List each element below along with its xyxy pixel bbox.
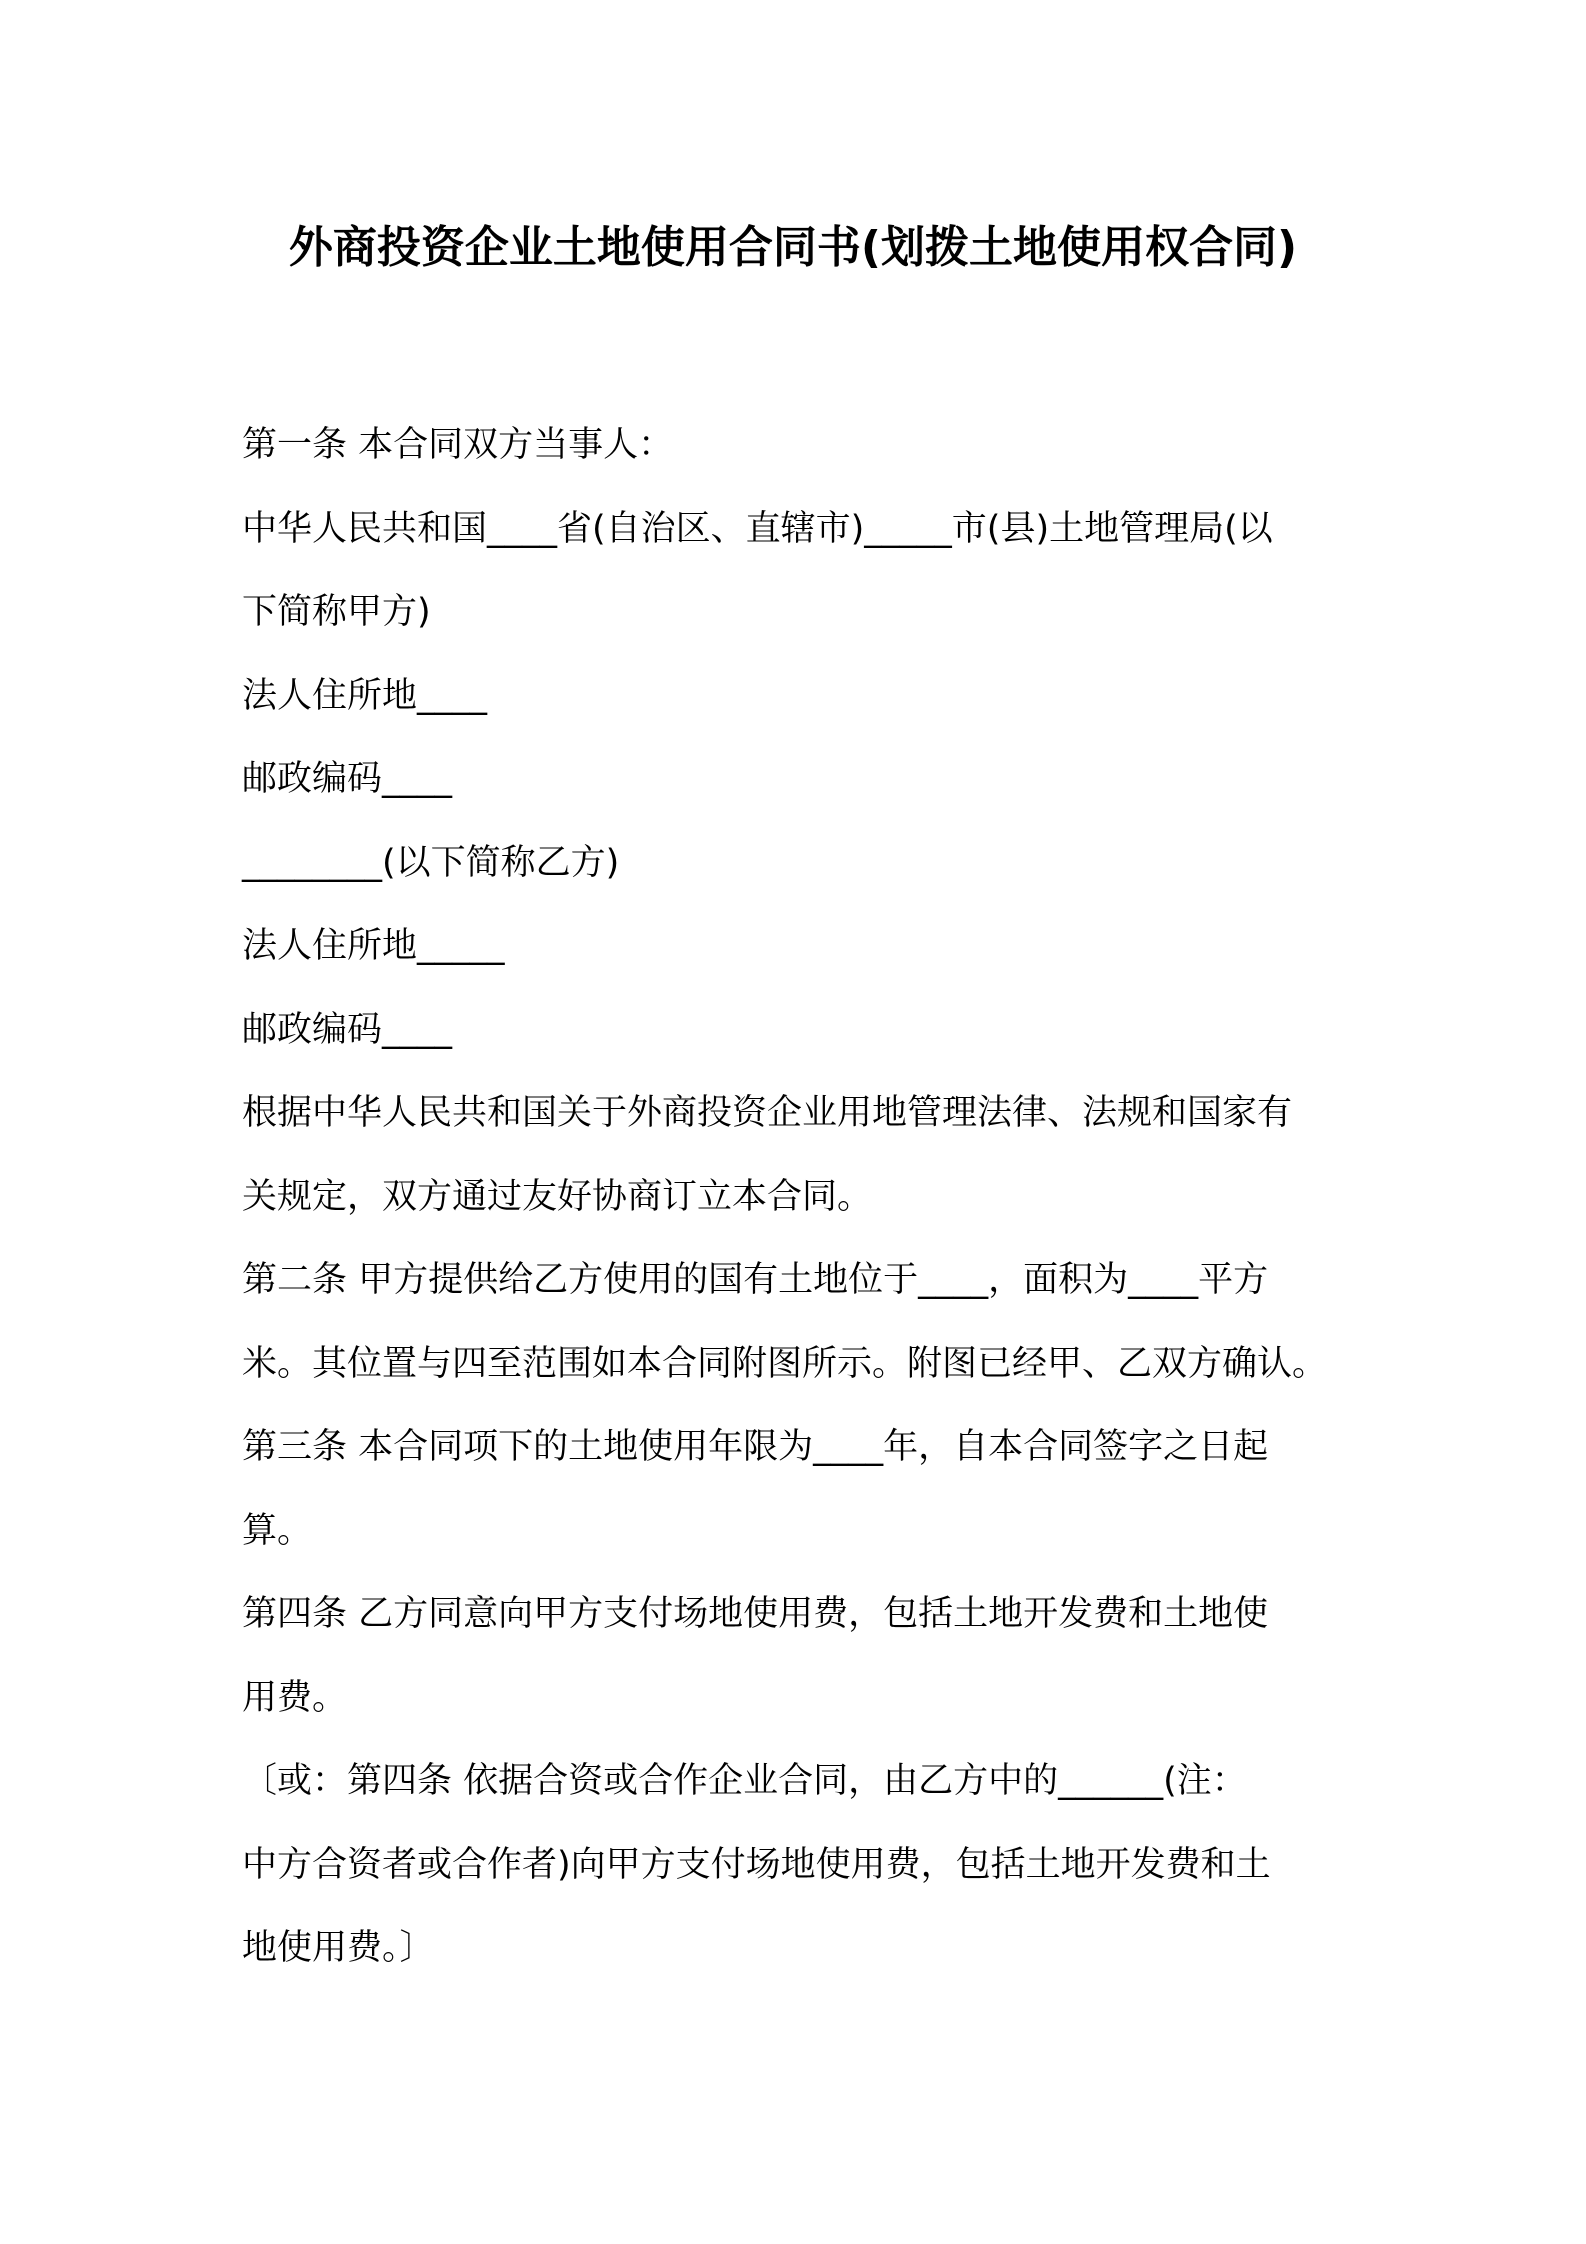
- article-4-alt-line-1: 〔或：第四条 依据合资或合作企业合同，由乙方中的______(注：: [242, 1761, 1247, 1801]
- party-a-line-1: 中华人民共和国____省(自治区、直辖市)_____市(县)土地管理局(以: [242, 508, 1273, 549]
- party-b-address: 法人住所地_____: [242, 926, 505, 966]
- document-title: 外商投资企业土地使用合同书(划拨土地使用权合同): [288, 222, 1298, 273]
- party-a-address: 法人住所地____: [242, 675, 488, 716]
- party-b-name: ________(以下简称乙方): [242, 842, 620, 883]
- basis-line-1: 根据中华人民共和国关于外商投资企业用地管理法律、法规和国家有: [242, 1093, 1293, 1133]
- article-4-line-2: 用费。: [242, 1677, 348, 1718]
- article-2-line-1: 第二条 甲方提供给乙方使用的国有土地位于____，面积为____平方: [242, 1260, 1269, 1300]
- party-b-postcode: 邮政编码____: [242, 1009, 453, 1050]
- article-3-line-2: 算。: [242, 1510, 313, 1551]
- basis-line-2: 关规定，双方通过友好协商订立本合同。: [242, 1176, 873, 1217]
- article-4-alt-line-2: 中方合资者或合作者)向甲方支付场地使用费，包括土地开发费和土: [242, 1844, 1271, 1885]
- article-4-line-1: 第四条 乙方同意向甲方支付场地使用费，包括土地开发费和土地使: [242, 1594, 1269, 1634]
- party-a-postcode: 邮政编码____: [242, 759, 453, 799]
- article-2-line-2: 米。其位置与四至范围如本合同附图所示。附图已经甲、乙双方确认。: [242, 1343, 1328, 1384]
- article-4-alt-line-3: 地使用费。〕: [242, 1928, 435, 1968]
- party-a-line-2: 下简称甲方): [242, 592, 431, 632]
- document-body: [242, 404, 1362, 1991]
- article-1-heading: 第一条 本合同双方当事人：: [242, 425, 674, 465]
- article-3-line-1: 第三条 本合同项下的土地使用年限为____年，自本合同签字之日起: [242, 1427, 1269, 1467]
